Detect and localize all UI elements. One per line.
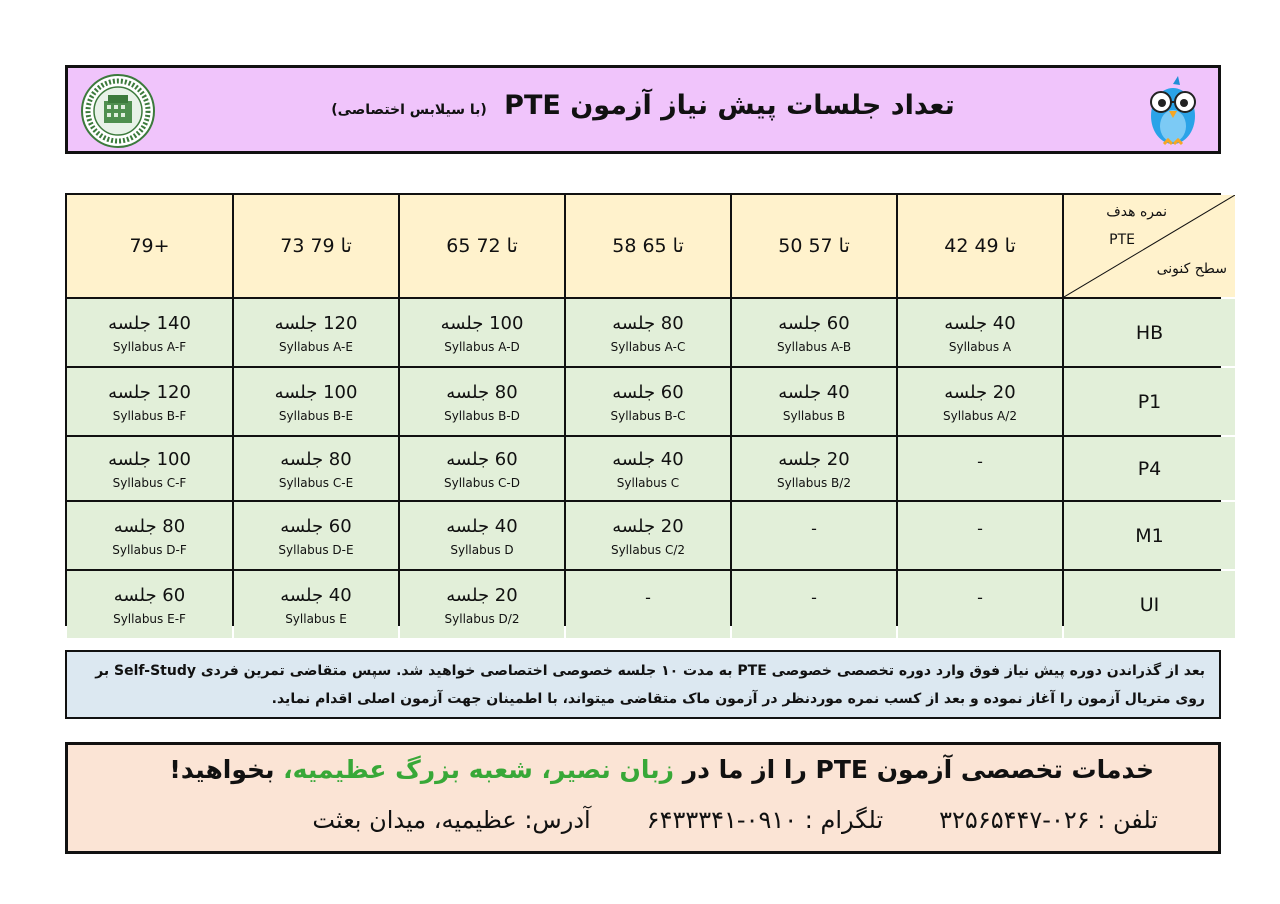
table-cell [67,437,232,500]
session-count: 120 جلسه [108,381,191,403]
syllabus-label: Syllabus C-D [444,475,520,490]
corner-current-label: سطح کنونی [1156,261,1227,277]
corner-target-label: نمره هدف [1106,204,1167,220]
session-count: 80 جلسه [113,515,186,537]
table-cell [566,502,730,569]
table-cell [234,571,398,638]
table-cell [898,571,1062,638]
table-cell [898,368,1062,435]
address-text: آدرس: عظیمیه، میدان بعثت [312,806,591,834]
session-count: 100 جلسه [440,312,524,334]
table-cell [67,368,232,435]
empty-cell-dash: - [645,588,651,607]
syllabus-label: Syllabus A-E [279,339,353,354]
syllabus-label: Syllabus C/2 [610,542,686,557]
session-count: 100 جلسه [274,381,358,403]
syllabus-label: Syllabus D [450,542,514,557]
syllabus-label: Syllabus D/2 [444,611,520,626]
column-header: 65 تا 72 [400,195,564,297]
session-count: 40 جلسه [280,584,352,606]
syllabus-label: Syllabus B/2 [777,475,851,490]
services-tagline [169,755,1154,784]
note-line-1: بعد از گذراندن دوره پیش نیاز فوق وارد دوره تخصصی خصوصی PTE به مدت ۱۰ جلسه خصوصی اختصاصی خواهید شد. سپس متقاضی تمرین فردی Self-Study بر [95,663,1205,679]
telegram-number: تلگرام : ۰۹۱۰-۶۴۳۳۳۴۱ [646,806,884,834]
corner-exam-label: PTE [1109,232,1135,248]
table-cell [898,502,1062,569]
session-count: 40 جلسه [778,381,850,403]
syllabus-label: Syllabus C [616,475,680,490]
table-cell [400,502,564,569]
syllabus-label: Syllabus A [948,339,1012,354]
session-count: 20 جلسه [944,381,1016,403]
table-cell [566,368,730,435]
school-name: زبان نصیر، [541,755,675,784]
table-cell [67,299,232,366]
table-corner-header [1064,195,1235,297]
syllabus-label: Syllabus D-E [278,542,354,557]
sessions-table [65,193,1227,626]
table-cell [234,299,398,366]
session-count: 20 جلسه [446,584,518,606]
session-count: 120 جلسه [274,312,358,334]
syllabus-label: Syllabus B-C [610,408,686,423]
header-banner [65,65,1221,154]
note-line-2: روی متریال آزمون را آغاز نموده و بعد از کسب نمره موردنظر در آزمون ماک متقاضی میتواند، با اطمینان جهت آزمون اصلی اقدام نماید. [271,691,1205,707]
session-count: 60 جلسه [778,312,850,334]
table-cell [898,437,1062,500]
session-count: 60 جلسه [280,515,352,537]
syllabus-label: Syllabus C-F [112,475,187,490]
syllabus-label: Syllabus C-E [278,475,354,490]
table-cell [732,299,896,366]
table-cell [566,437,730,500]
table-cell [732,437,896,500]
row-level-label: P4 [1064,437,1235,500]
title-subtitle: (با سیلابس اختصاصی) [331,102,487,118]
table-cell [732,368,896,435]
session-count: 80 جلسه [280,448,352,470]
table-cell [732,502,896,569]
tagline-part-2: بخواهید! [169,755,284,784]
syllabus-label: Syllabus A-B [776,339,852,354]
branch-name: شعبه بزرگ عظیمیه، [283,755,542,784]
syllabus-label: Syllabus B [782,408,846,423]
table-cell [898,299,1062,366]
table-cell [234,437,398,500]
table-cell [566,299,730,366]
session-count: 80 جلسه [446,381,518,403]
empty-cell-dash: - [977,588,983,607]
session-count: 80 جلسه [612,312,684,334]
contact-footer [65,742,1221,854]
column-header: 50 تا 57 [732,195,896,297]
syllabus-label: Syllabus B-F [112,408,187,423]
row-level-label: M1 [1064,502,1235,569]
session-count: 20 جلسه [778,448,850,470]
tagline-part-1: خدمات تخصصی آزمون PTE را از ما در [674,755,1154,784]
column-header: 58 تا 65 [566,195,730,297]
syllabus-label: Syllabus B-D [444,408,520,423]
session-count: 60 جلسه [446,448,518,470]
session-count: 100 جلسه [108,448,191,470]
phone-number: تلفن : ۰۲۶-۳۲۵۶۵۴۴۷ [939,806,1158,834]
prerequisite-note [65,650,1221,719]
session-count: 40 جلسه [446,515,518,537]
table-cell [732,571,896,638]
row-level-label: P1 [1064,368,1235,435]
column-header: 79+ [67,195,232,297]
syllabus-label: Syllabus D-F [112,542,187,557]
empty-cell-dash: - [977,519,983,538]
table-cell [67,571,232,638]
syllabus-label: Syllabus E-F [113,611,186,626]
table-cell [234,502,398,569]
syllabus-label: Syllabus A-C [610,339,686,354]
table-cell [400,571,564,638]
syllabus-label: Syllabus B-E [278,408,354,423]
syllabus-label: Syllabus E [285,611,347,626]
column-header: 73 تا 79 [234,195,398,297]
column-header: 42 تا 49 [898,195,1062,297]
session-count: 40 جلسه [612,448,684,470]
empty-cell-dash: - [977,452,983,471]
syllabus-label: Syllabus A-D [444,339,520,354]
syllabus-label: Syllabus A/2 [943,408,1017,423]
syllabus-label: Syllabus A-F [112,339,187,354]
table-cell [400,299,564,366]
empty-cell-dash: - [811,519,817,538]
session-count: 40 جلسه [944,312,1016,334]
owl-mascot-icon [1142,76,1204,148]
session-count: 140 جلسه [108,312,191,334]
table-cell [400,437,564,500]
session-count: 60 جلسه [612,381,684,403]
session-count: 60 جلسه [113,584,186,606]
row-level-label: HB [1064,299,1235,366]
table-cell [67,502,232,569]
table-cell [234,368,398,435]
title-text: تعداد جلسات پیش نیاز آزمون PTE [504,90,955,121]
contact-details [256,806,1158,834]
table-cell [400,368,564,435]
row-level-label: UI [1064,571,1235,638]
table-cell [566,571,730,638]
session-count: 20 جلسه [612,515,684,537]
empty-cell-dash: - [811,588,817,607]
page-title [68,90,1218,121]
